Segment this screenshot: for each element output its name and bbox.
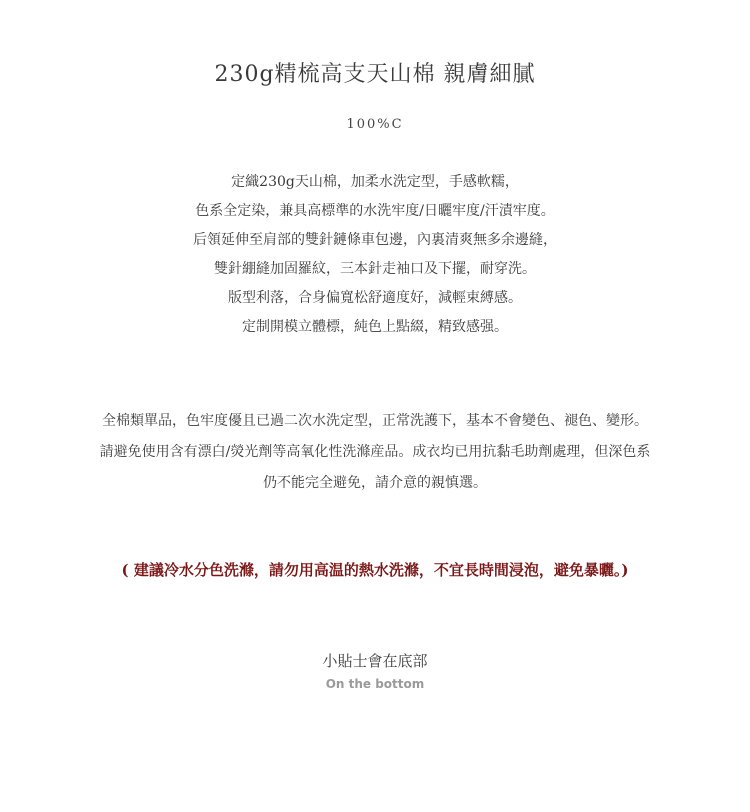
product-description: [0, 168, 750, 342]
description-line: 版型利落，合身偏寬松舒適度好，減輕束縛感。: [228, 290, 522, 306]
description-line: 色系全定染，兼具高標準的水洗牢度/日曬牢度/汗漬牢度。: [195, 203, 555, 219]
tips-label: 小貼士會在底部: [322, 652, 428, 670]
description-line: 后領延伸至肩部的雙針鏈條車包邊，內裏清爽無多余邊縫，: [193, 232, 557, 248]
care-line: 全棉類單品，色牢度優且已過二次水洗定型，正常洗護下，基本不會變色、褪色、變形。: [102, 413, 648, 429]
description-line: 雙針綳縫加固羅紋，三本針走袖口及下擺，耐穿洗。: [214, 261, 536, 277]
material-composition: 100%C: [346, 117, 404, 132]
product-title: 230g精梳高支天山棉 親膚細膩: [214, 62, 536, 87]
care-line: 請避免使用含有漂白/熒光劑等高氧化性洗滌産品。成衣均已用抗黏毛助劑處理，但深色系: [99, 444, 651, 460]
care-line: 仍不能完全避免，請介意的親慎選。: [263, 475, 487, 491]
washing-warning: ( 建議冷水分色洗滌，請勿用高温的熱水洗滌，不宜長時間浸泡，避免暴曬。): [121, 561, 629, 579]
description-line: 定織230g天山棉，加柔水洗定型，手感軟糯，: [231, 174, 519, 190]
care-instructions: [0, 406, 750, 499]
tips-label-english: On the bottom: [325, 677, 425, 691]
description-line: 定制開模立體標，純色上點綴，精致感强。: [242, 319, 508, 335]
